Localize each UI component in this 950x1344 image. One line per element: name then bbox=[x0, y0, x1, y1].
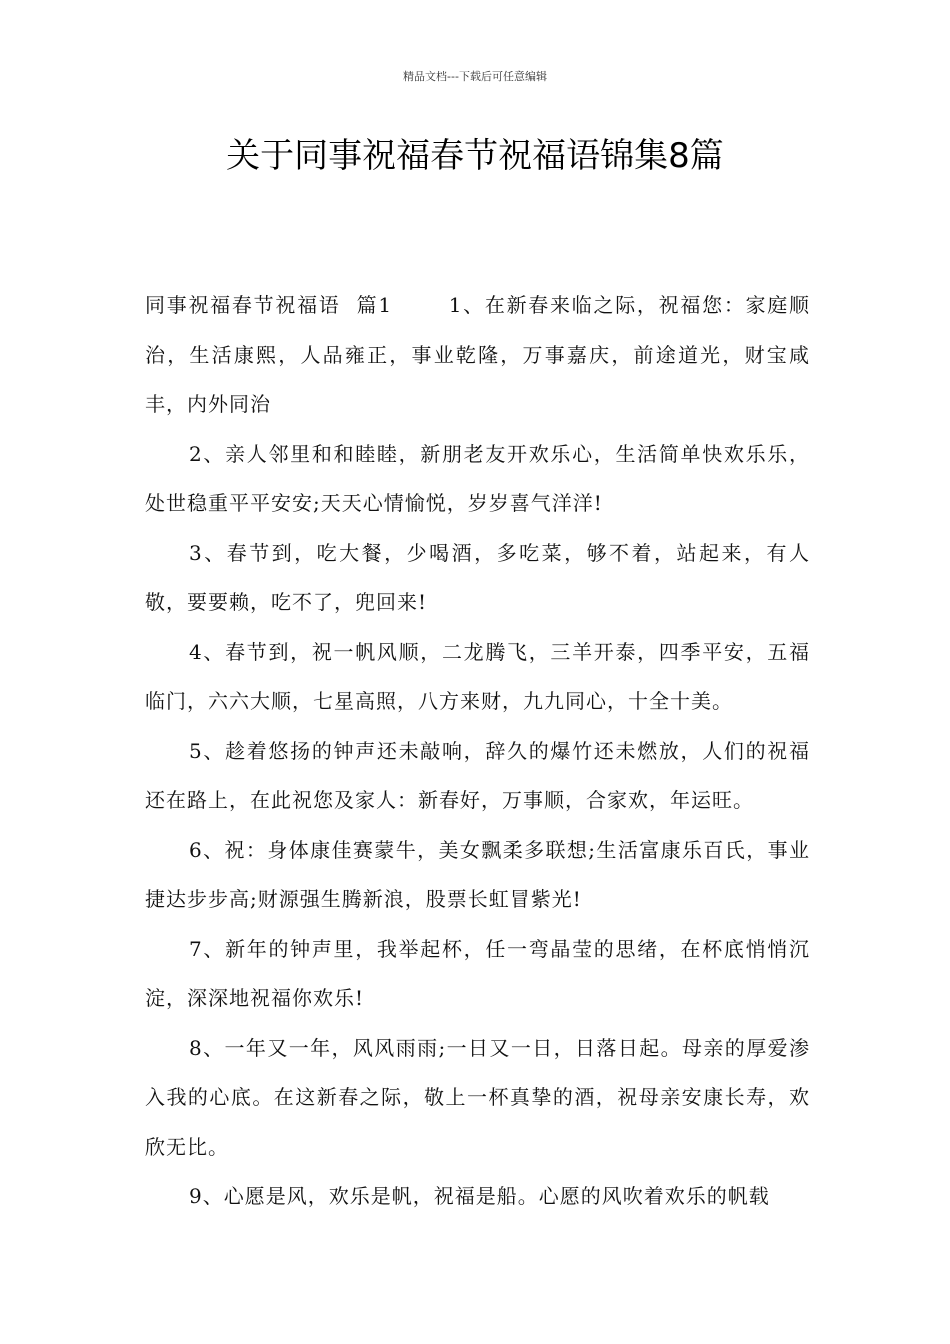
paragraph-9: 9、心愿是风，欢乐是帆，祝福是船。心愿的风吹着欢乐的帆载 bbox=[189, 1184, 770, 1208]
paragraph-8: 8、一年又一年，风风雨雨;一日又一日，日落日起。母亲的厚爱渗入我的心底。在这新春之际，敬上一杯真挚的酒，祝母亲安康长寿，欢欣无比。 bbox=[145, 1035, 810, 1159]
paragraph-7: 7、新年的钟声里，我举起杯，任一弯晶莹的思绪，在杯底悄悄沉淀，深深地祝福你欢乐! bbox=[145, 936, 810, 1010]
document-title: 关于同事祝福春节祝福语锦集8篇 bbox=[226, 136, 724, 176]
paragraph-3: 3、春节到，吃大餐，少喝酒，多吃菜，够不着，站起来，有人敬，要要赖，吃不了，兜回来! bbox=[145, 540, 810, 614]
paragraph-4: 4、春节到，祝一帆风顺，二龙腾飞，三羊开泰，四季平安，五福临门，六六大顺，七星高照，八方来财，九九同心，十全十美。 bbox=[145, 639, 810, 713]
document-body bbox=[145, 281, 810, 1222]
header-note: 精品文档---下载后可任意编辑 bbox=[403, 70, 547, 83]
paragraph-5: 5、趁着悠扬的钟声还未敲响，辞久的爆竹还未燃放，人们的祝福还在路上，在此祝您及家人：新春好，万事顺，合家欢，年运旺。 bbox=[145, 738, 810, 812]
paragraph-6: 6、祝：身体康佳赛蒙牛，美女飘柔多联想;生活富康乐百氏，事业捷达步步高;财源强生腾新浪，股票长虹冒紫光! bbox=[145, 837, 810, 911]
paragraph-1: 同事祝福春节祝福语 篇1 1、在新春来临之际，祝福您：家庭顺治，生活康熙，人品雍正，事业乾隆，万事嘉庆，前途道光，财宝咸丰，内外同治 bbox=[145, 293, 810, 416]
paragraph-2: 2、亲人邻里和和睦睦，新朋老友开欢乐心，生活简单快欢乐乐，处世稳重平平安安;天天心情愉悦，岁岁喜气洋洋! bbox=[145, 441, 810, 515]
